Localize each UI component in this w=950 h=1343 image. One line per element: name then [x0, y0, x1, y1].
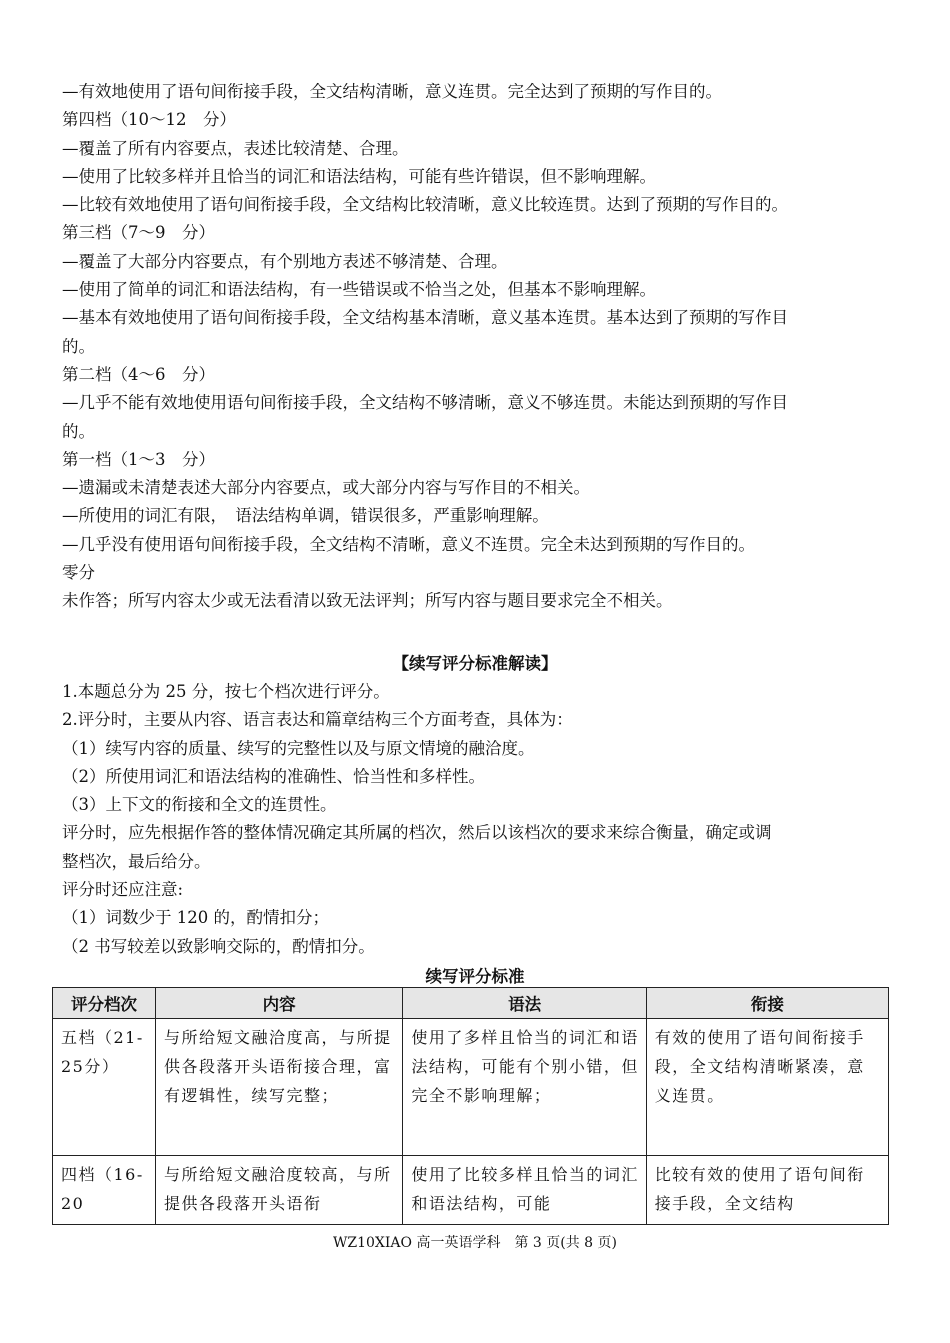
text-line: 1.本题总分为 25 分，按七个档次进行评分。 [62, 681, 390, 701]
text-line: （1）词数少于 120 的，酌情扣分； [62, 908, 329, 928]
content-cell: 与所给短文融洽度高，与所提供各段落开头语衔接合理，富有逻辑性，续写完整； [155, 1019, 402, 1156]
text-line: —几乎没有使用语句间衔接手段，全文结构不清晰，意义不连贯。完全未达到预期的写作目的。 [62, 534, 755, 554]
text-line: —使用了比较多样并且恰当的词汇和语法结构，可能有些许错误，但不影响理解。 [62, 166, 656, 186]
text-line: （3）上下文的衔接和全文的连贯性。 [62, 795, 337, 815]
page-footer: WZ10XIAO 高一英语学科 第 3 页(共 8 页) [332, 1235, 617, 1251]
cohesion-cell: 有效的使用了语句间衔接手段，全文结构清晰紧凑，意义连贯。 [646, 1019, 888, 1156]
text-line: 的。 [62, 336, 95, 356]
text-line: 未作答；所写内容太少或无法看清以致无法评判；所写内容与题目要求完全不相关。 [62, 591, 673, 611]
section-title: 【续写评分标准解读】 [392, 653, 558, 673]
text-line: —比较有效地使用了语句间衔接手段，全文结构比较清晰，意义比较连贯。达到了预期的写作目的。 [62, 195, 788, 215]
band-heading: 第三档（7～9 分） [62, 223, 215, 243]
interpretation-block [62, 678, 888, 961]
text-line: （1）续写内容的质量、续写的完整性以及与原文情境的融洽度。 [62, 738, 535, 758]
band-heading: 第一档（1～3 分） [62, 449, 215, 469]
text-line: —几乎不能有效地使用语句间衔接手段，全文结构不够清晰，意义不够连贯。未能达到预期的写作目 [62, 393, 788, 413]
text-line: —基本有效地使用了语句间衔接手段，全文结构基本清晰，意义基本连贯。基本达到了预期的写作目 [62, 308, 788, 328]
column-header: 内容 [155, 988, 402, 1019]
criteria-block [62, 78, 888, 616]
text-line: —使用了简单的词汇和语法结构，有一些错误或不恰当之处，但基本不影响理解。 [62, 280, 656, 300]
grammar-cell: 使用了比较多样且恰当的词汇和语法结构，可能 [403, 1156, 646, 1225]
table-row [53, 1019, 889, 1156]
band-heading: 第四档（10～12 分） [62, 110, 236, 130]
column-header: 衔接 [646, 988, 888, 1019]
text-line: 2.评分时，主要从内容、语言表达和篇章结构三个方面考查，具体为： [62, 710, 573, 730]
text-line: （2）所使用词汇和语法结构的准确性、恰当性和多样性。 [62, 766, 485, 786]
grammar-cell: 使用了多样且恰当的词汇和语法结构，可能有个别小错，但完全不影响理解； [403, 1019, 646, 1156]
level-cell: 五档（21-25分） [53, 1019, 156, 1156]
text-line: （2 书写较差以致影响交际的，酌情扣分。 [62, 936, 375, 956]
text-line: —遗漏或未清楚表述大部分内容要点，或大部分内容与写作目的不相关。 [62, 478, 590, 498]
table-title: 续写评分标准 [425, 966, 525, 986]
band-heading: 零分 [62, 563, 95, 583]
table-row [53, 1156, 889, 1225]
level-cell: 四档（16-20 [53, 1156, 156, 1225]
band-heading: 第二档（4～6 分） [62, 364, 215, 384]
text-line: 评分时还应注意: [62, 880, 184, 900]
text-line: —有效地使用了语句间衔接手段，全文结构清晰，意义连贯。完全达到了预期的写作目的。 [62, 82, 722, 101]
scoring-table [52, 987, 889, 1225]
text-line: 评分时，应先根据作答的整体情况确定其所属的档次，然后以该档次的要求来综合衡量，确定或调 [62, 823, 772, 843]
text-line: 的。 [62, 421, 95, 441]
document-body [62, 78, 888, 991]
column-header: 评分档次 [53, 988, 156, 1019]
table-header-row [53, 988, 889, 1019]
column-header: 语法 [403, 988, 646, 1019]
text-line: 整档次，最后给分。 [62, 851, 211, 871]
cohesion-cell: 比较有效的使用了语句间衔接手段，全文结构 [646, 1156, 888, 1225]
text-line: —覆盖了所有内容要点，表述比较清楚、合理。 [62, 138, 409, 158]
text-line: —所使用的词汇有限， 语法结构单调，错误很多，严重影响理解。 [62, 506, 549, 526]
text-line: —覆盖了大部分内容要点，有个别地方表述不够清楚、合理。 [62, 251, 508, 271]
content-cell: 与所给短文融洽度较高，与所提供各段落开头语衔 [155, 1156, 402, 1225]
